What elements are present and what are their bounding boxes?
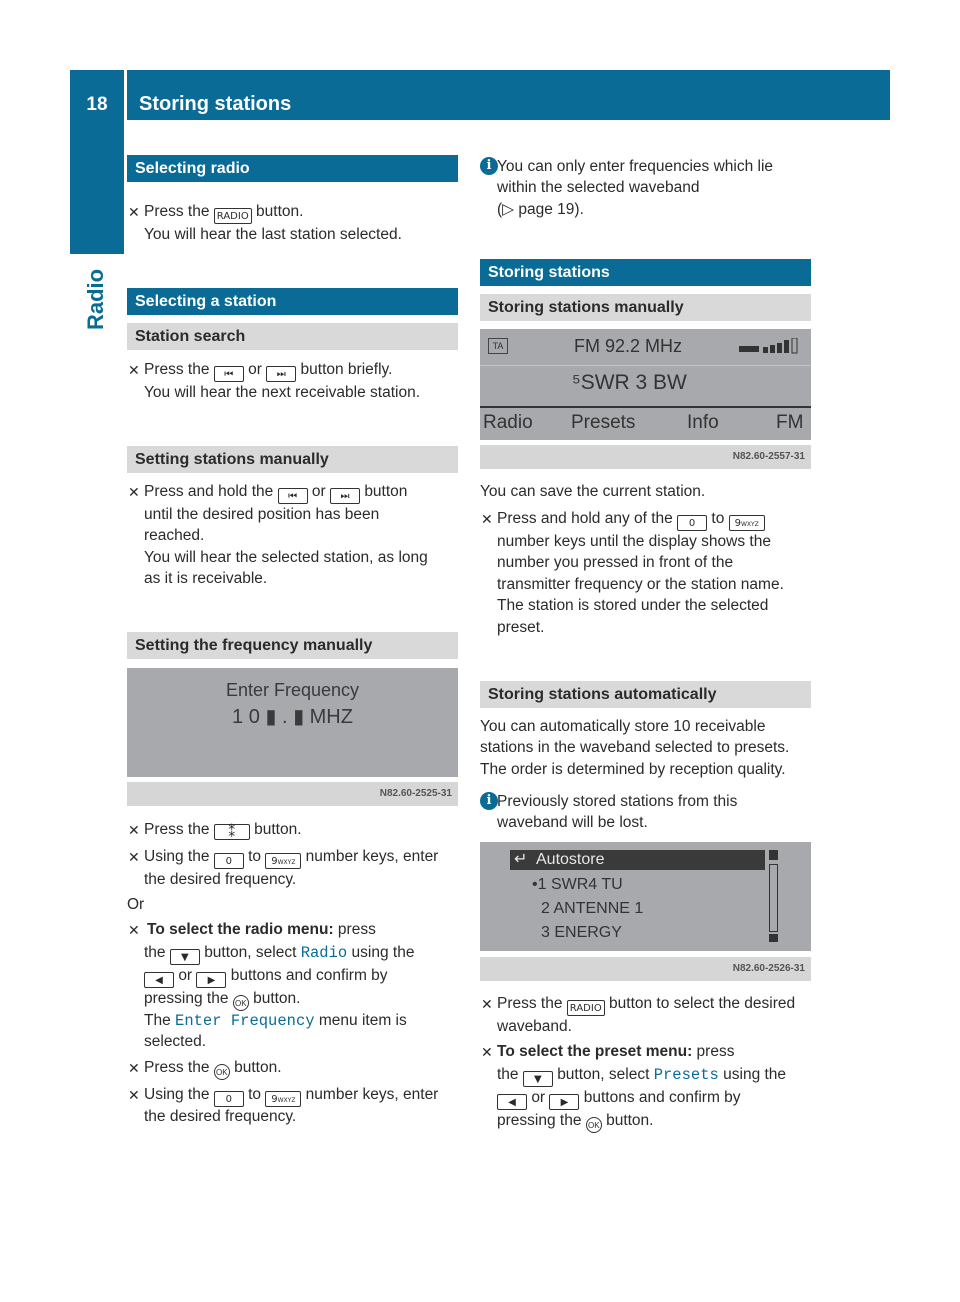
step-frequency-2: Using the 0 to 9WXYZ number keys, enter [144, 848, 439, 867]
heading-storing: Storing stations [480, 259, 811, 286]
preset-item: 2 ANTENNE 1 [541, 900, 644, 917]
step-setting-manually: Press and hold the ⏮ or ⏭ button [144, 483, 408, 502]
scrollbar [769, 864, 778, 932]
nine-key-icon: 9WXYZ [265, 853, 301, 869]
image-reference: N82.60-2557-31 [480, 445, 811, 469]
nine-key-icon: 9WXYZ [265, 1091, 301, 1107]
text-line: as it is receivable. [144, 570, 268, 587]
page-number: 18 [86, 94, 108, 115]
text-line: The station is stored under the selected [497, 597, 769, 614]
ok-key-icon: OK [233, 995, 249, 1011]
zero-key-icon: 0 [677, 515, 707, 531]
note-line: within the selected waveband [497, 179, 700, 196]
text-line: reached. [144, 527, 205, 544]
menu-fm: FM [776, 412, 804, 433]
skip-back-key-icon: ⏮ [214, 366, 244, 382]
text-or: Or [127, 896, 145, 913]
text-line: You will hear the selected station, as long [144, 549, 428, 566]
menu-info: Info [687, 412, 719, 433]
ok-key-icon: OK [586, 1117, 602, 1133]
radio-key-icon: RADIO [214, 208, 252, 224]
note-line: waveband will be lost. [497, 814, 648, 831]
ta-icon: TA [488, 338, 508, 354]
info-icon: i [480, 792, 498, 810]
screen-title: Enter Frequency [225, 680, 360, 700]
step-selecting-radio: Press the RADIO button. [144, 203, 304, 222]
note-line: (▷ page 19). [497, 201, 584, 218]
menu-radio: Radio [483, 412, 533, 433]
note-line: Previously stored stations from this [497, 793, 738, 810]
text-line: ◀ or ▶ buttons and confirm by [497, 1087, 741, 1110]
step-arrow-icon: ✕ [128, 822, 140, 838]
heading-selecting-radio: Selecting radio [127, 155, 458, 182]
text-line: the ▼ button, select Radio using the [144, 944, 415, 963]
text-line: selected. [144, 1033, 207, 1050]
down-key-icon: ▼ [523, 1071, 553, 1087]
step-arrow-icon: ✕ [481, 996, 493, 1012]
text-line: the desired frequency. [144, 1108, 297, 1125]
step-frequency-5: Using the 0 to 9WXYZ number keys, enter [144, 1086, 439, 1105]
text-line: The order is determined by reception quality. [480, 761, 786, 778]
step-arrow-icon: ✕ [128, 204, 140, 220]
radio-key-icon: RADIO [567, 1000, 605, 1016]
side-label: Radio [83, 268, 108, 330]
text-line: waveband. [497, 1018, 572, 1035]
text-line: stations in the waveband selected to presets. [480, 739, 790, 756]
screen-title: Autostore [536, 851, 605, 868]
preset-item: •1 SWR4 TU [532, 876, 623, 893]
note-line: You can only enter frequencies which lie [497, 158, 774, 175]
step-arrow-icon: ✕ [128, 1087, 140, 1103]
text-line: until the desired position has been [144, 506, 380, 523]
radio-screen [480, 329, 811, 440]
zero-key-icon: 0 [214, 1091, 244, 1107]
step-frequency-1: Press the ⁑ button. [144, 821, 302, 841]
heading-station-search: Station search [127, 323, 458, 350]
screen-station: ⁵SWR 3 BW [572, 371, 687, 394]
signal-strength-icon [739, 338, 805, 356]
return-icon: ↵ [514, 851, 528, 868]
step-frequency-3: To select the radio menu: press [147, 921, 376, 938]
scroll-down-icon [769, 934, 778, 942]
skip-forward-key-icon: ⏭ [330, 488, 360, 504]
heading-frequency-manually: Setting the frequency manually [127, 632, 458, 659]
skip-back-key-icon: ⏮ [278, 488, 308, 504]
step-arrow-icon: ✕ [128, 362, 140, 378]
heading-storing-auto: Storing stations automatically [480, 681, 811, 708]
text-line: transmitter frequency or the station name. [497, 576, 784, 593]
skip-forward-key-icon: ⏭ [266, 366, 296, 382]
step-auto-1: Press the RADIO button to select the desired [497, 995, 796, 1014]
step-arrow-icon: ✕ [128, 484, 140, 500]
left-key-icon: ◀ [144, 972, 174, 988]
image-reference: N82.60-2526-31 [480, 957, 811, 981]
text-line: preset. [497, 619, 545, 636]
step-arrow-icon: ✕ [128, 1060, 140, 1076]
heading-storing-manually: Storing stations manually [480, 294, 811, 321]
text-line: number you pressed in front of the [497, 554, 734, 571]
step-arrow-icon: ✕ [481, 511, 493, 527]
step-station-search: Press the ⏮ or ⏭ button briefly. [144, 361, 393, 380]
step-storing-manually: Press and hold any of the 0 to 9WXYZ [497, 508, 765, 531]
down-key-icon: ▼ [170, 949, 200, 965]
ok-key-icon: OK [214, 1064, 230, 1080]
step-arrow-icon: ✕ [128, 922, 140, 938]
preset-item: 3 ENERGY [541, 924, 622, 941]
text-line: pressing the OK button. [497, 1110, 653, 1133]
enter-frequency-screen [127, 668, 458, 777]
menu-presets: Presets [571, 412, 636, 433]
text-line: the ▼ button, select Presets using the [497, 1066, 787, 1085]
result-station-search: You will hear the next receivable station. [144, 384, 421, 401]
text-line: the desired frequency. [144, 871, 297, 888]
zero-key-icon: 0 [214, 853, 244, 869]
page-title: Storing stations [139, 93, 292, 115]
info-icon: i [480, 157, 498, 175]
step-auto-2: To select the preset menu: press [497, 1043, 735, 1060]
right-key-icon: ▶ [196, 972, 226, 988]
text-line: You can save the current station. [480, 483, 706, 500]
text-line: ◀ or ▶ buttons and confirm by [144, 965, 388, 988]
step-arrow-icon: ✕ [481, 1044, 493, 1060]
text-line: number keys until the display shows the [497, 533, 771, 550]
heading-selecting-station: Selecting a station [127, 288, 458, 315]
result-selecting-radio: You will hear the last station selected. [144, 226, 402, 243]
star-key-icon: ⁑ [214, 824, 250, 840]
step-frequency-4: Press the OK button. [144, 1057, 282, 1080]
image-reference: N82.60-2525-31 [127, 782, 458, 806]
header-divider [124, 70, 127, 120]
heading-setting-manually: Setting stations manually [127, 446, 458, 473]
scroll-up-icon [769, 850, 778, 860]
right-key-icon: ▶ [549, 1094, 579, 1110]
text-line: pressing the OK button. [144, 988, 300, 1011]
nine-key-icon: 9WXYZ [729, 515, 765, 531]
left-key-icon: ◀ [497, 1094, 527, 1110]
autostore-screen [480, 842, 811, 951]
text-line: The Enter Frequency menu item is [144, 1012, 407, 1030]
step-arrow-icon: ✕ [128, 849, 140, 865]
screen-frequency: FM 92.2 MHz [574, 336, 683, 356]
screen-frequency: 1 0 ▮ . ▮ MHZ [232, 706, 353, 728]
text-line: You can automatically store 10 receivable [480, 718, 766, 735]
